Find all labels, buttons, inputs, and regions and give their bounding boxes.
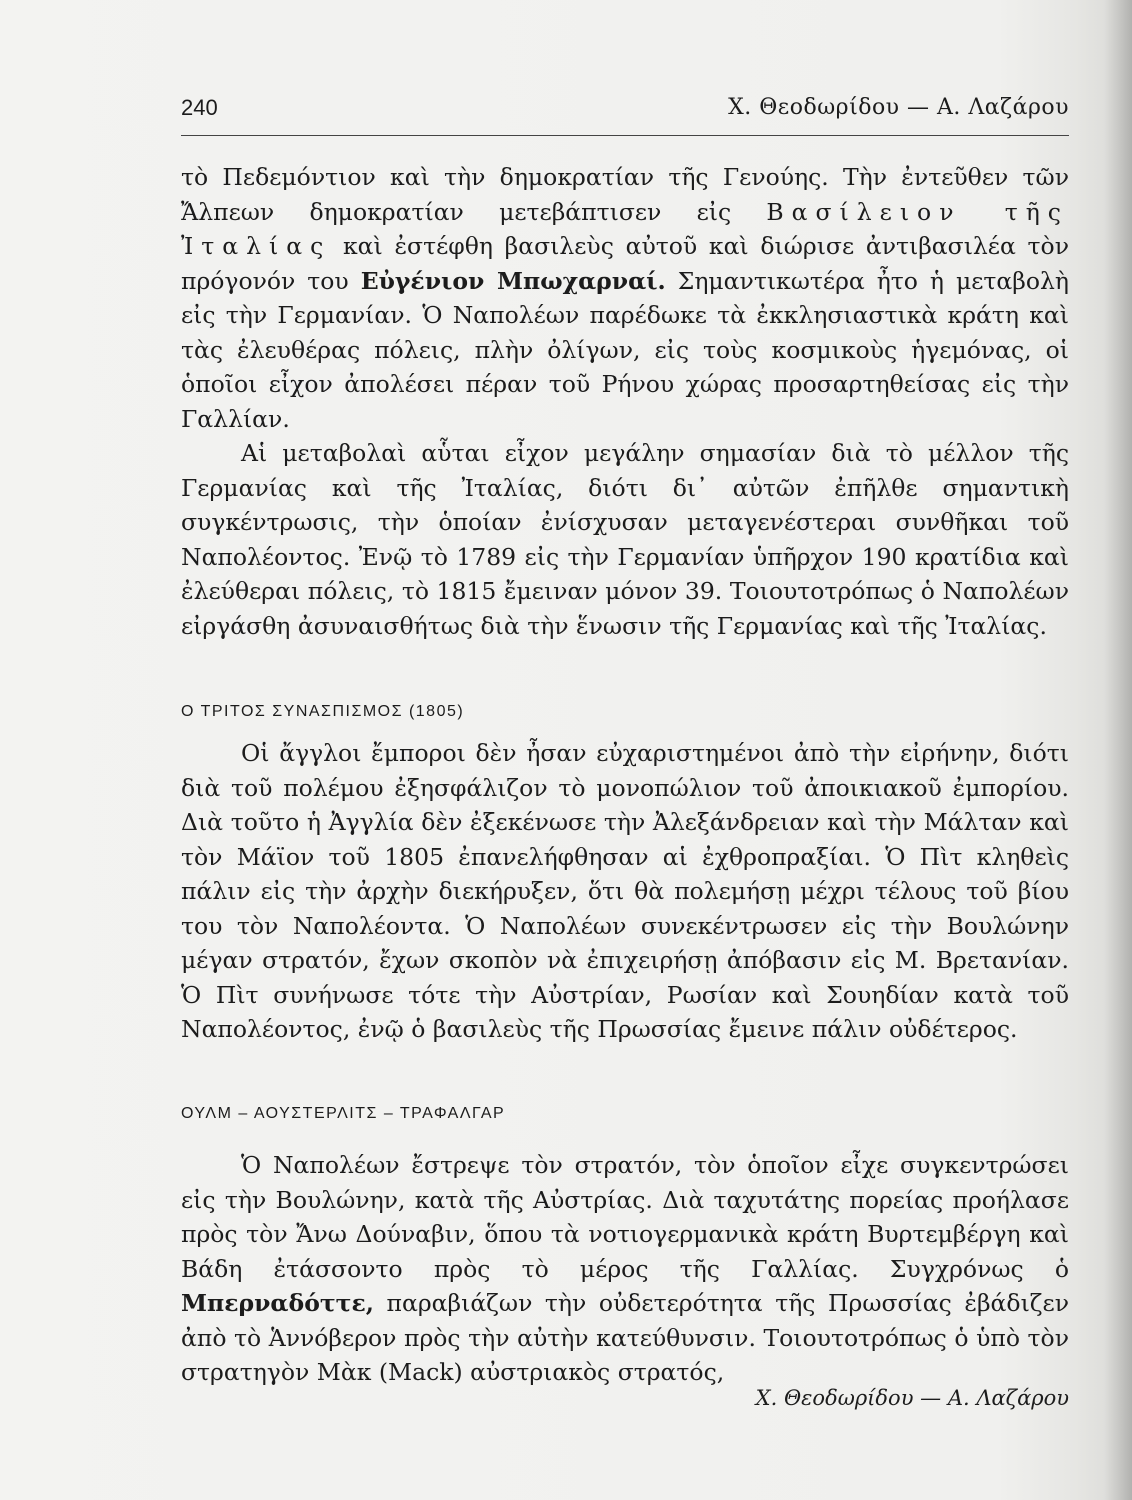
page-number: 240 — [181, 95, 218, 120]
section-heading: ΟΥΛΜ – ΑΟΥΣΤΕΡΛΙΤΣ – ΤΡΑΦΑΛΓΑΡ — [181, 1105, 506, 1122]
paragraph: Ὁ Ναπολέων ἔστρεψε τὸν στρατόν, τὸν ὁποῖον εἶχε συγκεντρώσει εἰς τὴν Βουλώνην, κατὰ τῆς Αὐστρίας. Διὰ ταχυτάτης πορείας προήλασε πρὸς τὸν Ἄνω Δούναβιν, ὅπου τὰ νοτιογερμανικὰ κράτη Βυρτεμβέργη καὶ Βάδη ἐτάσσοντο πρὸς τὸ μέρος τῆς Γαλλίας. Συγχρόνως ὁ Μπερναδόττε, παραβιάζων τὴν οὐδετερότητα τῆς Πρωσσίας ἐβάδιζεν ἀπὸ τὸ Ἁννόβερον πρὸς τὴν αὐτὴν κατεύθυνσιν. Τοιουτοτρόπως ὁ ὑπὸ τὸν στρατηγὸν Μὰκ (Mack) αὐστριακὸς στρατός, — [181, 1151, 1069, 1386]
footer-signature: Χ. Θεοδωρίδου — Α. Λαζάρου — [755, 1386, 1069, 1410]
opening-text-block — [181, 160, 1069, 643]
bold-name: Εὐγένιον Μπωχαρναί. — [360, 266, 666, 295]
paragraph: Οἱ ἄγγλοι ἔμποροι δὲν ἦσαν εὐχαριστημένοι ἀπὸ τὴν εἰρήνην, διότι διὰ τοῦ πολέμου ἐξησφάλιζον τὸ μονοπώλιον τοῦ ἀποικιακοῦ ἐμπορίου. Διὰ τοῦτο ἡ Ἀγγλία δὲν ἐξεκένωσε τὴν Ἀλεξάνδρειαν καὶ τὴν Μάλταν καὶ τὸν Μάϊον τοῦ 1805 ἐπανελήφθησαν αἱ ἐχθροπραξίαι. Ὁ Πὶτ κληθεὶς πάλιν εἰς τὴν ἀρχὴν διεκήρυξεν, ὅτι θὰ πολεμήσῃ μέχρι τέλους τοῦ βίου του τὸν Ναπολέοντα. Ὁ Ναπολέων συνεκέντρωσεν εἰς τὴν Βουλώνην μέγαν στρατόν, ἔχων σκοπὸν νὰ ἐπιχειρήσῃ ἀπόβασιν εἰς Μ. Βρετανίαν. Ὁ Πὶτ συνήνωσε τότε τὴν Αὐστρίαν, Ρωσίαν καὶ Σουηδίαν κατὰ τοῦ Ναπολέοντος, ἐνῷ ὁ βασιλεὺς τῆς Πρωσσίας ἔμεινε πάλιν οὐδέτερος. — [181, 739, 1069, 1043]
section-body — [181, 736, 1069, 1047]
page-edge-shadow — [1104, 0, 1132, 1500]
page-header — [181, 95, 1069, 136]
running-title: Χ. Θεοδωρίδου — Α. Λαζάρου — [728, 95, 1069, 120]
bold-name: Μπερναδόττε, — [181, 1289, 374, 1317]
spaced-emphasis: Βασίλειον τῆς Ἰταλίας — [181, 197, 1069, 260]
section-body — [181, 1148, 1069, 1390]
paragraph: τὸ Πεδεμόντιον καὶ τὴν δημοκρατίαν τῆς Γενούης. Τὴν ἐντεῦθεν τῶν Ἄλπεων δημοκρατίαν μετεβάπτισεν εἰς Βασίλειον τῆς Ἰταλίας καὶ ἐστέφθη βασιλεὺς αὐτοῦ καὶ διώρισε ἀντιβασιλέα τὸν πρόγονόν του Εὐγένιον Μπωχαρναί. Σημαντικωτέρα ἦτο ἡ μεταβολὴ εἰς τὴν Γερμανίαν. Ὁ Ναπολέων παρέδωκε τὰ ἐκκλησιαστικὰ κράτη καὶ τὰς ἐλευθέρας πόλεις, πλὴν ὀλίγων, εἰς τοὺς κοσμικοὺς ἡγεμόνας, οἱ ὁποῖοι εἶχον ἀπολέσει πέραν τοῦ Ρήνου χώρας προσαρτηθείσας εἰς τὴν Γαλλίαν. — [181, 163, 1069, 433]
paragraph: Αἱ μεταβολαὶ αὗται εἶχον μεγάλην σημασίαν διὰ τὸ μέλλον τῆς Γερμανίας καὶ τῆς Ἰταλίας, διότι δι᾿ αὐτῶν ἐπῆλθε σημαντικὴ συγκέντρωσις, τὴν ὁποίαν ἐνίσχυσαν μεταγενέστεραι συνθῆκαι τοῦ Ναπολέοντος. Ἐνῷ τὸ 1789 εἰς τὴν Γερμανίαν ὑπῆρχον 190 κρατίδια καὶ ἐλεύθεραι πόλεις, τὸ 1815 ἔμειναν μόνον 39. Τοιουτοτρόπως ὁ Ναπολέων εἰργάσθη ἀσυναισθήτως διὰ τὴν ἕνωσιν τῆς Γερμανίας καὶ τῆς Ἰταλίας. — [181, 439, 1069, 640]
section-heading: Ο ΤΡΙΤΟΣ ΣΥΝΑΣΠΙΣΜΟΣ (1805) — [181, 703, 465, 720]
